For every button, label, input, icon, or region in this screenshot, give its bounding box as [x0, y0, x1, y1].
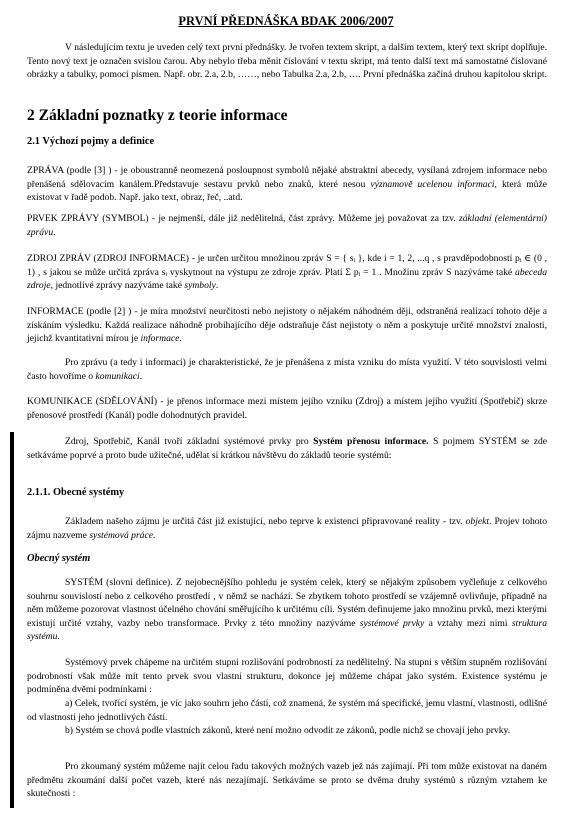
condition-a: a) Celek, tvořící systém, je víc jako souhrn jeho částí, což znamená, že systém má specifické, jemu vlastní, vlastnosti, odlišné od vlastností jeho jednotlivých částí. [27, 698, 547, 723]
definition-zprava: ZPRÁVA (podle [3] ) - je oboustranně neomezená posloupnost symbolů nějaké abstraktní abecedy, vysílaná zdrojem informace nebo přenášená sdělovacím kanálem.Představuje sestavu prvků nebo znaků, které nesou významově ucelenou informaci, která může existovat v řadě podob. Např. jako text, obraz, řeč, ..atd. [27, 165, 547, 203]
paragraph-vazby: Pro zkoumaný systém můžeme najít celou řadu takových možných vazeb jež nás zajímají. Při tom může existovat na daném předmětu zkoumání další počet vazeb, které nás nezajímají. Setkáváme se proto se dvěma druhy systémů s různým vztahem ke skutečnosti : [27, 761, 547, 799]
paragraph-systemovy-prvek: Systémový prvek chápeme na určitém stupni rozlišování podrobností za nedělitelný. Na stupni s větším stupněm rozlišování podrobností však může mít tento prvek svou vlastní strukturu, dokonce jej můžeme chápat jako systém. Existence systému je podmíněna dvěmi podmínkami : [27, 657, 547, 695]
definition-informace: INFORMACE (podle [2] ) - je míra množství neurčitosti nebo nejistoty o nějakém náhodném ději, odstraněná realizací tohoto děje a získáním výsledku. Každá realizace náhodně probíhajícího děje odstraňuje část nejistoty o něm a poskytuje určité množství znalosti, jejichž kvantitativní mírou je informace. [27, 306, 547, 344]
new-text-marker-bar [10, 432, 14, 808]
paragraph-definice: SYSTÉM (slovní definice). Z nejobecnějšího pohledu je systém celek, který se nějakým způsobem vyčleňuje z celkového souhrnu souvislostí nebo z celkového prostředí , v němž se nachází. Se zbytkem tohoto prostředí se vzájemně ovlivňuje, případně na něm můžeme pozorovat vlastnost účelného chování směřujícího k určitému cíli. Systém definujeme jako množinu prvků, mezi kterými existují určité vztahy, vazby nebo transformace. Prvky z této množiny nazýváme systémové prvky a vztahy mezi nimi struktura systému. [27, 577, 548, 642]
paragraph-system: Zdroj, Spotřebič, Kanál tvoří základní systémové prvky pro Systém přenosu informace. S pojmem SYSTÉM se zde setkáváme poprvé a proto bude užitečné, udělat si krátkou návštěvu do základů teorie systémů: [27, 436, 548, 461]
document-title: PRVNÍ PŘEDNÁŠKA BDAK 2006/2007 [178, 14, 394, 28]
chapter-heading: 2 Základní poznatky z teorie informace [27, 107, 288, 124]
paragraph-prenos: Pro zprávu (a tedy i informaci) je charakteristické, že je přenášena z místa vzniku do místa využití. V této souvislosti velmi často hovoříme o komunikaci. [27, 357, 547, 382]
definition-komunikace: KOMUNIKACE (SDĚLOVÁNÍ) - je přenos informace mezi místem jejího vzniku (Zdroj) a místem jejího využití (Spotřebič) skrze přenosové prostředí (Kanál) podle dohodnutých pravidel. [27, 396, 547, 421]
condition-b: b) Systém se chová podle vlastních zákonů, které není možno odvodit ze zákonů, podle nichž se chovají jeho prvky. [65, 725, 511, 736]
section-heading: 2.1 Výchozí pojmy a definice [27, 136, 155, 147]
paragraph-zaklad: Základem našeho zájmu je určitá část již existující, nebo teprve k existenci připravované reality - tzv. objekt. Projev tohoto zájmu nazveme systémová práce. [27, 516, 548, 541]
definition-zdroj: ZDROJ ZPRÁV (ZDROJ INFORMACE) - je určen určitou množinou zpráv S = { sᵢ }, kde i = 1, 2, ...q , s pravděpodobností pᵢ ∈ (0 , 1) , s jakou se může určitá zpráva sᵢ vyskytnout na výstupu ze zdroje zpráv. Platí Σ pᵢ = 1 . Množinu zpráv S nazýváme také abeceda zdroje, jednotlivé zprávy nazýváme také symboly. [27, 253, 547, 291]
definition-prvek: PRVEK ZPRÁVY (SYMBOL) - je nejmenší, dále již nedělitelná, část zprávy. Můžeme jej považovat za tzv. základní (elementární) zprávu. [27, 213, 547, 238]
intro-paragraph: V následujícím textu je uveden celý text první přednášky. Je tvořen textem skript, a dalším textem, který text skript doplňuje. Tento nový text je označen svislou čarou. Aby nebylo třeba měnit číslování v textu skript, má tento další text má samostatné číslované obrázky a tabulky, pomocí písmen. Např. obr. 2.a, 2.b, ……, nebo Tabulka 2.a, 2.b, …. První přednáška začíná druhou kapitolou skript. [27, 42, 547, 80]
obecny-system-heading: Obecný systém [27, 553, 91, 564]
subsection-heading: 2.1.1. Obecné systémy [27, 487, 125, 498]
